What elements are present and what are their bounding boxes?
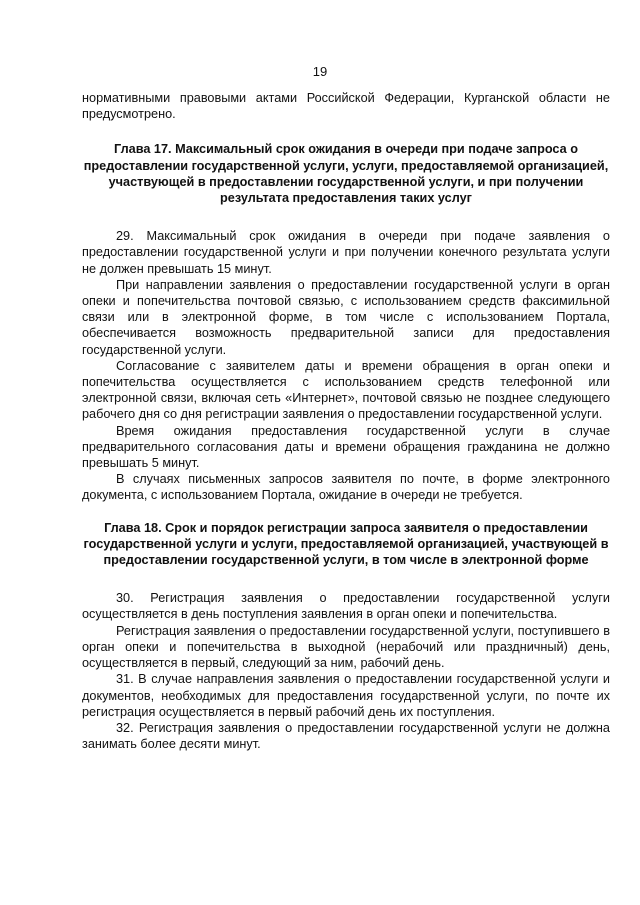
chapter-17-heading: Глава 17. Максимальный срок ожидания в очереди при подаче запроса о предоставлении государственной услуги, услуги, предоставляемой организацией, участвующей в предоставлении государственной услуги, и при получении результата предоставления таких услуг [83,142,609,206]
paragraph-29: 29. Максимальный срок ожидания в очереди при подаче заявления о предоставлении государственной услуги и при получении конечного результата услуги не должен превышать 15 минут. [82,229,610,276]
paragraph-written-requests: В случаях письменных запросов заявителя по почте, в форме электронного документа, с использованием Портала, ожидание в очереди не требуется. [82,472,610,503]
chapter-18-heading: Глава 18. Срок и порядок регистрации запроса заявителя о предоставлении государственной услуги и услуги, предоставляемой организацией, участвующей в предоставлении государственной услуги, в том числе в электронной форме [83,520,609,568]
paragraph-date-coordination: Согласование с заявителем даты и времени обращения в орган опеки и попечительства осуществляется с использованием средств телефонной или электронной связи, включая сеть «Интернет», почтовой связью не позднее следующего рабочего дня со дня регистрации заявления о предоставлении государственной услуги. [82,358,610,422]
paragraph-32: 32. Регистрация заявления о предоставлении государственной услуги не должна занимать более десяти минут. [82,720,610,752]
document-body [82,90,610,752]
intro-paragraph: нормативными правовыми актами Российской Федерации, Курганской области не предусмотрено. [82,91,610,122]
paragraph-30: 30. Регистрация заявления о предоставлении государственной услуги осуществляется в день поступления заявления в орган опеки и попечительства. [82,591,610,622]
paragraph-waiting-time: Время ожидания предоставления государственной услуги в случае предварительного согласования даты и времени обращения гражданина не должно превышать 5 минут. [82,423,610,471]
paragraph-31: 31. В случае направления заявления о предоставлении государственной услуги и документов, необходимых для предоставления государственной услуги, по почте их регистрация осуществляется в первый рабочий день их поступления. [82,672,610,719]
paragraph-prior-booking: При направлении заявления о предоставлении государственной услуги в орган опеки и попечительства почтовой связью, с использованием средств факсимильной связи или в электронной форме, в том числе с использованием Портала, обеспечивается возможность предварительной записи для предоставления государственной услуги. [82,277,610,357]
page-number: 19 [312,64,328,79]
paragraph-weekend-registration: Регистрация заявления о предоставлении государственной услуги, поступившего в орган опеки и попечительства в выходной (нерабочий или праздничный) день, осуществляется в первый, следующий за ним, рабочий день. [82,623,610,671]
